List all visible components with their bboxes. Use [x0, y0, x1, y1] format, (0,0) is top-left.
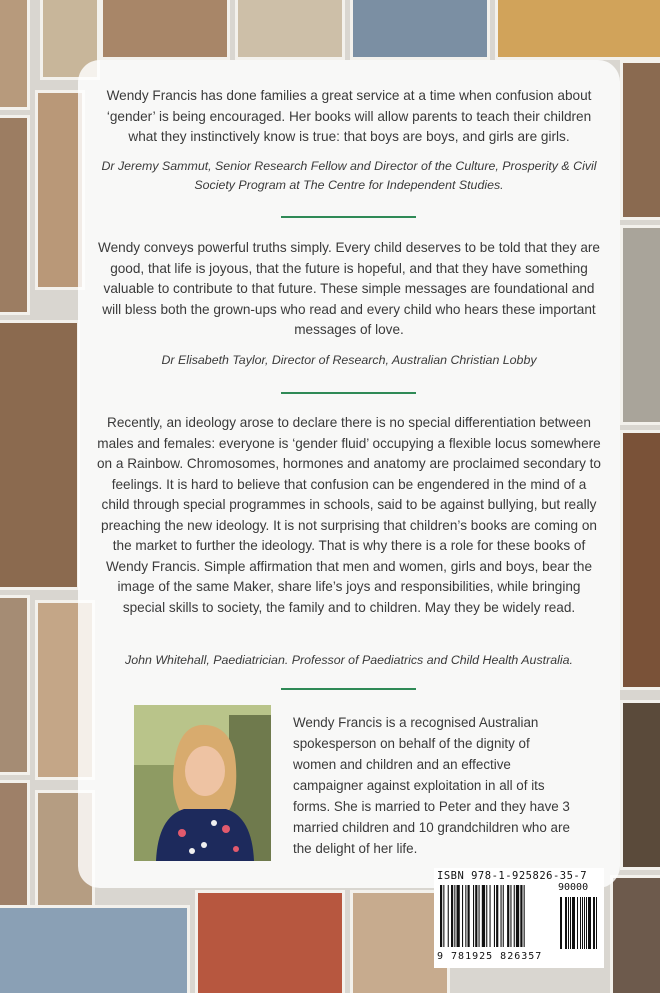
barcode-addon-digits: 90000: [558, 882, 589, 893]
author-portrait-illustration: [134, 705, 271, 861]
barcode-bars: [438, 885, 600, 951]
isbn-number: ISBN 978-1-925826-35-7: [437, 870, 588, 882]
endorsement-attribution-1: Dr Jeremy Sammut, Senior Research Fellow and Director of the Culture, Prosperity & Civil Society Program at The Centre for Independent Studies.: [101, 159, 597, 192]
endorsement-attribution-2: Dr Elisabeth Taylor, Director of Research, Australian Christian Lobby: [161, 353, 537, 367]
endorsement-quote-3: Recently, an ideology arose to declare there is no special differentiation between males and females: everyone is ‘gender fluid’ occupying a flexible locus somewhere on a Rainbow. Chromosomes, hormones and anatomy are proclaimed secondary to feelings. It is hard to believe that confusion can be engendered in the mind of a child through special programmes in schools, said to be against bullying, but really preaching the new ideology. It is not surprising that children’s books are coming on the market to further the ideology. That is why there is a role for these books of Wendy Francis. Simple affirmation that men and women, girls and boys, bear the image of the same Maker, share life’s joys and responsibilities, while bringing special skills to society, the family and to children. May they be widely read.: [97, 415, 601, 615]
endorsement-attribution-3: John Whitehall, Paediatrician. Professor of Paediatrics and Child Health Australia.: [125, 653, 573, 667]
endorsement-quote-2: Wendy conveys powerful truths simply. Every child deserves to be told that they are good, that life is joyous, that the future is hopeful, and that they have something valuable to contribute to that future. These simple messages are foundational and will bless both the grown-ups who read and every child who hears these important messages of love.: [98, 240, 600, 337]
endorsement-quote-1: Wendy Francis has done families a great service at a time when confusion about ‘gender’ is being encouraged. Her books will allow parents to teach their children what they instinctively know is true: that boys are boys, and girls are girls.: [106, 88, 592, 144]
section-divider: [281, 688, 416, 690]
section-divider: [281, 216, 416, 218]
barcode-digits: 9 781925 826357: [437, 951, 543, 962]
author-bio: Wendy Francis is a recognised Australian spokesperson on behalf of the dignity of women and children and an effective campaigner against exploitation in all of its forms. She is married to Peter and they have 3 married children and 10 grandchildren who are the delight of her life.: [293, 715, 570, 856]
section-divider: [281, 392, 416, 394]
author-photo: [134, 705, 271, 861]
